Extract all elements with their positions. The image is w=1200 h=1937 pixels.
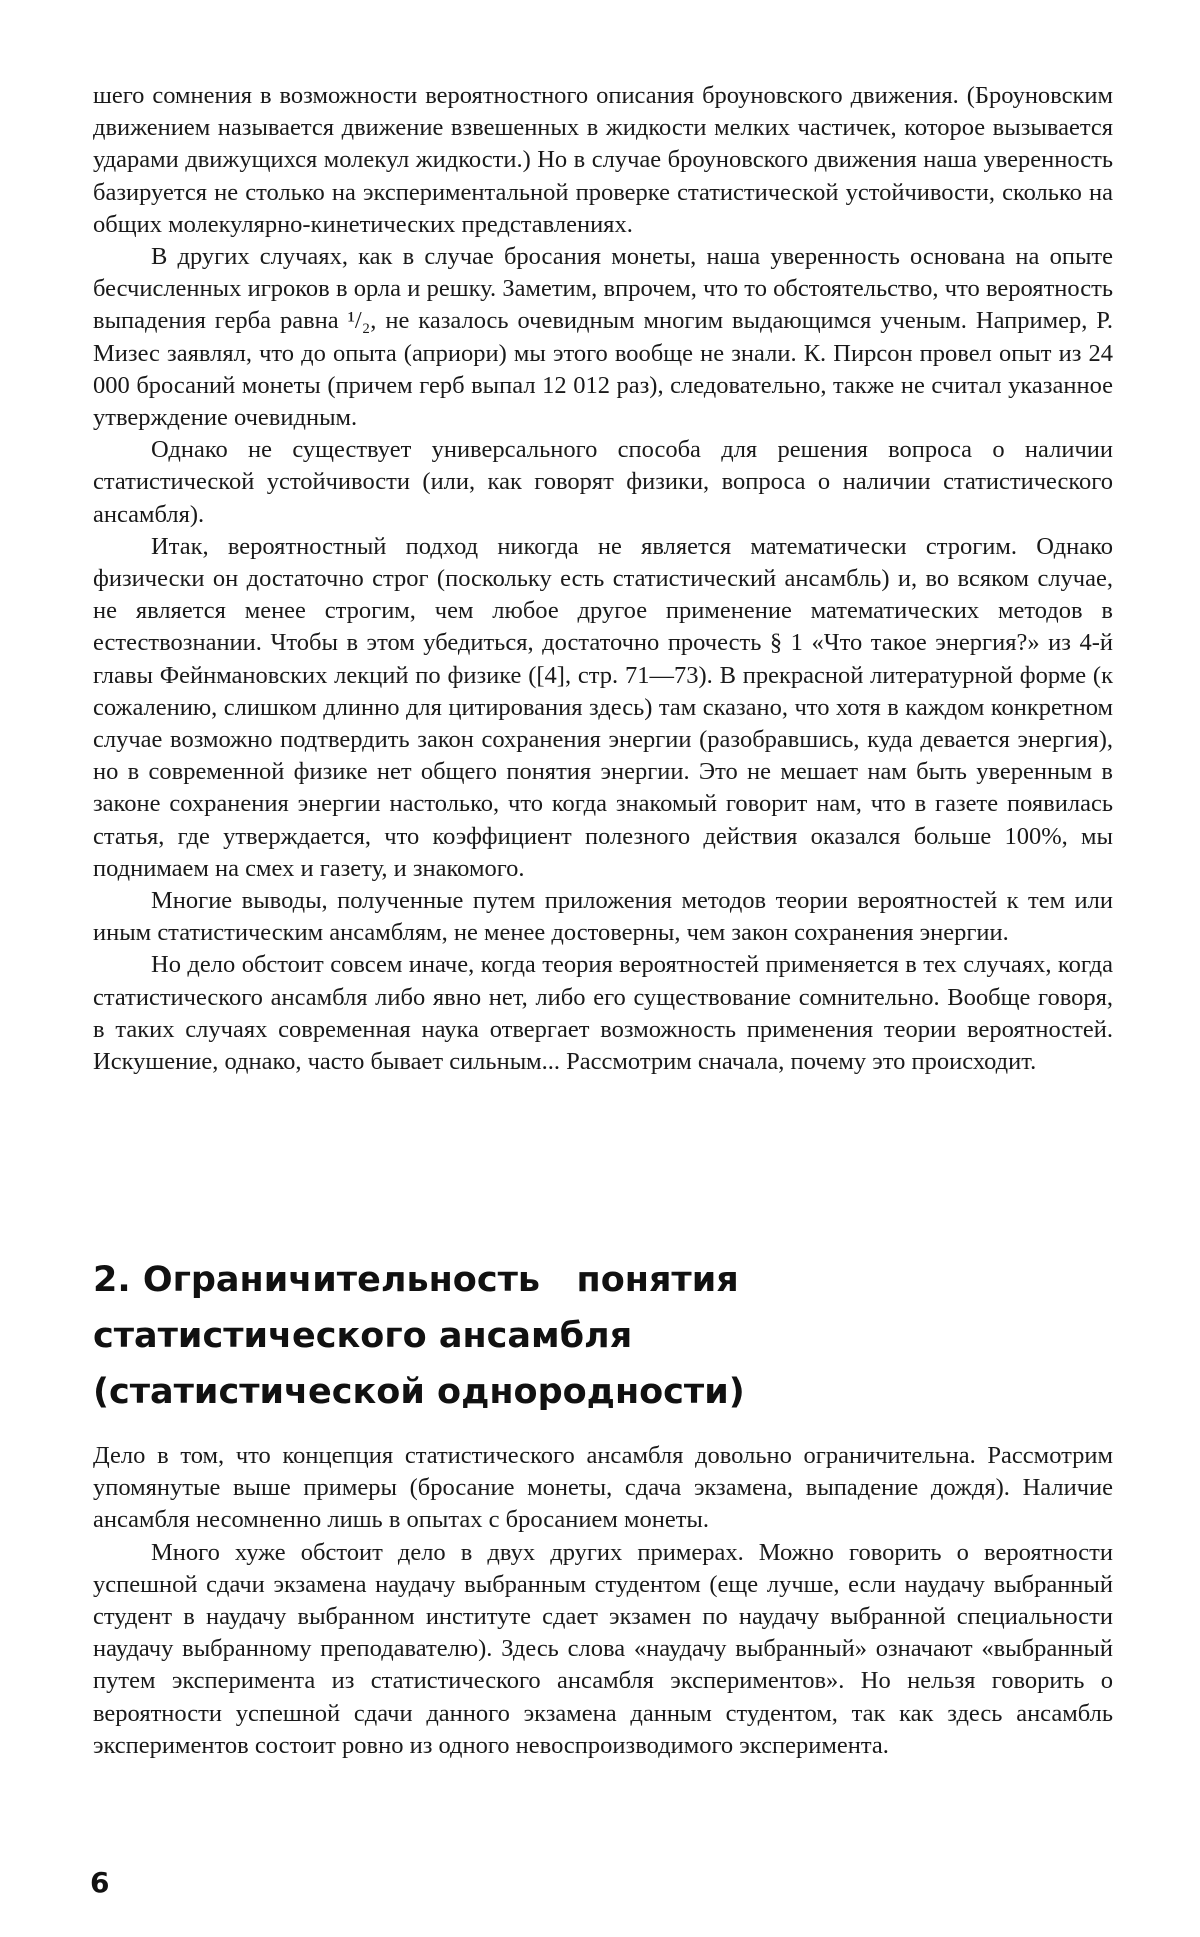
paragraph-conclusions: Многие выводы, полученные путем приложения методов теории вероятностей к тем или иным статистическим ансамблям, не менее достоверны, чем закон сохранения энергии. bbox=[93, 885, 1113, 949]
body-text-bottom bbox=[93, 1440, 1113, 1762]
body-text-top bbox=[93, 80, 1113, 1078]
section-heading-line-1: 2. Ограничительность понятия bbox=[93, 1252, 1113, 1308]
paragraph-temptation: Но дело обстоит совсем иначе, когда теория вероятностей применяется в тех случаях, когда статистического ансамбля либо явно нет, либо его существование сомнительно. Вообще говоря, в таких случаях современная наука отвергает возможность применения теории вероятностей. Искушение, однако, часто бывает сильным... Рассмотрим сначала, почему это происходит. bbox=[93, 949, 1113, 1078]
paragraph-ensemble-restrictive: Дело в том, что концепция статистического ансамбля довольно ограничительна. Рассмотрим упомянутые выше примеры (бросание монеты, сдача экзамена, выпадение дождя). Наличие ансамбля несомненно лишь в опытах с бросанием монеты. bbox=[93, 1440, 1113, 1537]
paragraph-no-universal-method: Однако не существует универсального способа для решения вопроса о наличии статистической устойчивости (или, как говорят физики, вопроса о наличии статистического ансамбля). bbox=[93, 434, 1113, 531]
section-heading-line-3: (статистической однородности) bbox=[93, 1364, 1113, 1420]
section-heading-line-2: статистического ансамбля bbox=[93, 1308, 1113, 1364]
paragraph-continuation: шего сомнения в возможности вероятностного описания броуновского движения. (Броуновским движением называется движение взвешенных в жидкости мелких частичек, которое вызывается ударами движущихся молекул жидкости.) Но в случае броуновского движения наша уверенность базируется не столько на экспериментальной проверке статистической устойчивости, сколько на общих молекулярно-кинетических представлениях. bbox=[93, 80, 1113, 241]
paragraph-feynman: Итак, вероятностный подход никогда не является математически строгим. Однако физически он достаточно строг (поскольку есть статистический ансамбль) и, во всяком случае, не является менее строгим, чем любое другое применение математических методов в естествознании. Чтобы в этом убедиться, достаточно прочесть § 1 «Что такое энергия?» из 4-й главы Фейнмановских лекций по физике ([4], стр. 71—73). В прекрасной литературной форме (к сожалению, слишком длинно для цитирования здесь) там сказано, что хотя в каждом конкретном случае возможно подтвердить закон сохранения энергии (разобравшись, куда девается энергия), но в современной физике нет общего понятия энергии. Это не мешает нам быть уверенным в законе сохранения энергии настолько, что когда знакомый говорит нам, что в газете появилась статья, где утверждается, что коэффициент полезного действия оказался больше 100%, мы поднимаем на смех и газету, и знакомого. bbox=[93, 531, 1113, 885]
page-number: 6 bbox=[90, 1866, 109, 1899]
paragraph-exam-example: Много хуже обстоит дело в двух других примерах. Можно говорить о вероятности успешной сдачи экзамена наудачу выбранным студентом (еще лучше, если наудачу выбранный студент в наудачу выбранном институте сдает экзамен по наудачу выбранной специальности наудачу выбранному преподавателю). Здесь слова «наудачу выбранный» означают «выбранный путем эксперимента из статистического ансамбля экспериментов». Но нельзя говорить о вероятности успешной сдачи данного экзамена данным студентом, так как здесь ансамбль экспериментов состоит ровно из одного невоспроизводимого эксперимента. bbox=[93, 1537, 1113, 1762]
section-heading bbox=[93, 1252, 1113, 1420]
paragraph-coin: В других случаях, как в случае бросания монеты, наша уверенность основана на опыте бесчисленных игроков в орла и решку. Заметим, впрочем, что то обстоятельство, что вероятность выпадения герба равна ¹/₂, не казалось очевидным многим выдающимся ученым. Например, Р. Мизес заявлял, что до опыта (априори) мы этого вообще не знали. К. Пирсон провел опыт из 24 000 бросаний монеты (причем герб выпал 12 012 раз), следовательно, также не считал указанное утверждение очевидным. bbox=[93, 241, 1113, 434]
